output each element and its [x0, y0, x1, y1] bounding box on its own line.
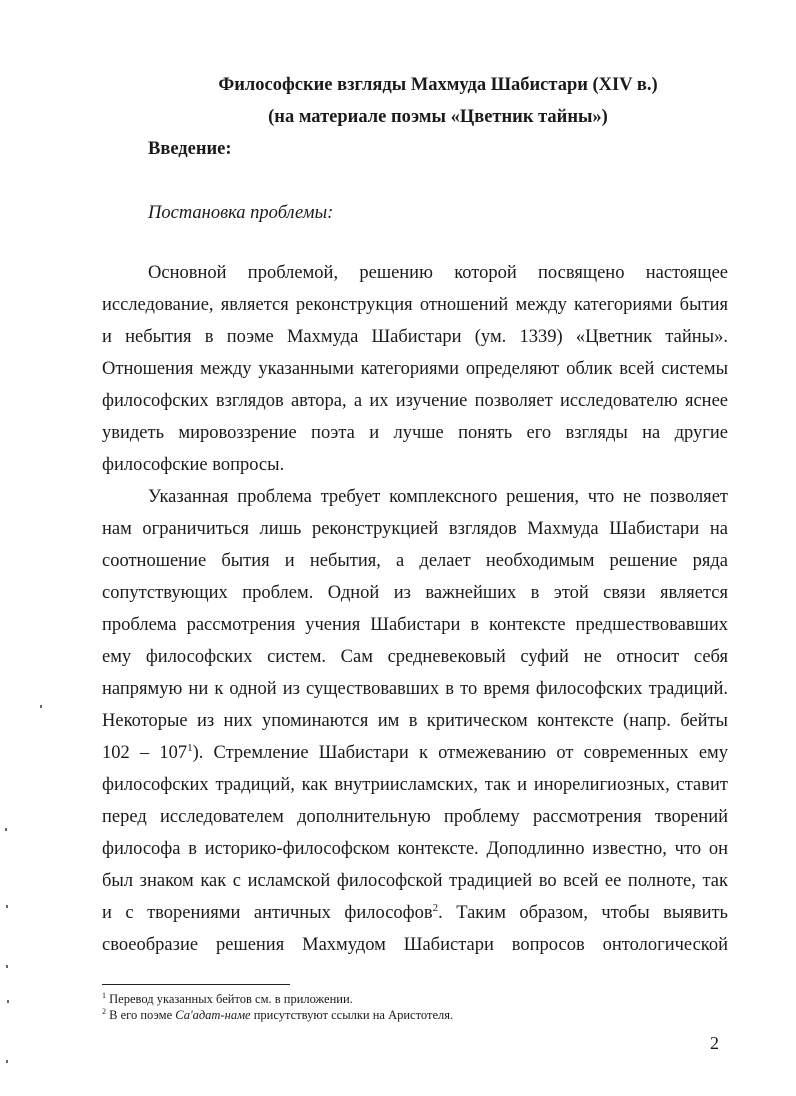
footnote-italic-title: Са'адат-наме [175, 1008, 251, 1022]
text-line: философских традиций, как внутриисламских, так и инорелигиозных, ставит [102, 775, 728, 795]
footnote-mark: 2 [102, 1006, 106, 1016]
scan-speck [5, 828, 7, 831]
text-line: Указанная проблема требует комплексного решения, что не позволяет [148, 487, 728, 507]
scan-speck [40, 705, 42, 708]
problem-heading: Постановка проблемы: [148, 203, 334, 223]
text-line: исследование, является реконструкция отношений между категориями бытия [102, 295, 728, 315]
text-line-with-footnote-ref [102, 901, 728, 925]
text-line: философа в историко-философском контексте. Доподлинно известно, что он [102, 839, 728, 859]
scan-speck [7, 1000, 9, 1003]
text-line: философских взглядов автора, а их изучение позволяет исследователю яснее [102, 391, 728, 411]
text-line: ему философских систем. Сам средневековый суфий не относит себя [102, 647, 728, 667]
scan-speck [6, 1060, 8, 1063]
footnote-mark: 1 [102, 990, 106, 1000]
footnote-ref-1: 1 [187, 741, 193, 754]
text-line: Отношения между указанными категориями определяют облик всей системы [102, 359, 728, 379]
text-line: проблема рассмотрения учения Шабистари в контексте предшествовавших [102, 615, 728, 635]
text-line-with-footnote-ref [102, 741, 728, 765]
footnote-1 [102, 992, 353, 1007]
text-line: и небытия в поэме Махмуда Шабистари (ум. 1339) «Цветник тайны». [102, 327, 728, 347]
document-title-line-2: (на материале поэмы «Цветник тайны») [268, 107, 608, 127]
text-line: сопутствующих проблем. Одной из важнейших в этой связи является [102, 583, 728, 603]
line-text: ). Стремление Шабистари к отмежеванию от современных ему [192, 743, 728, 763]
page-number: 2 [710, 1033, 719, 1053]
text-line: своеобразие решения Махмудом Шабистари вопросов онтологической [102, 935, 728, 955]
text-line: перед исследователем дополнительную проблему рассмотрения творений [102, 807, 728, 827]
footnote-text: присутствуют ссылки на Аристотеля. [250, 1008, 454, 1022]
document-title-line-1: Философские взгляды Махмуда Шабистари (XIV в.) [218, 75, 658, 95]
line-text: и с творениями античных философов [102, 903, 433, 923]
footnote-text: Перевод указанных бейтов см. в приложении. [109, 992, 353, 1006]
text-line: нам ограничиться лишь реконструкцией взглядов Махмуда Шабистари на [102, 519, 728, 539]
text-line: был знаком как с исламской философской традицией во всей ее полноте, так [102, 871, 728, 891]
text-line: напрямую ни к одной из существовавших в то время философских традиций. [102, 679, 728, 699]
text-line: увидеть мировоззрение поэта и лучше понять его взгляды на другие [102, 423, 728, 443]
text-line: соотношение бытия и небытия, а делает необходимым решение ряда [102, 551, 728, 571]
footnote-2 [102, 1008, 453, 1023]
text-line: Основной проблемой, решению которой посвящено настоящее [148, 263, 728, 283]
line-text: . Таким образом, чтобы выявить [438, 903, 728, 923]
text-line: философские вопросы. [102, 455, 285, 475]
footnote-ref-2: 2 [432, 901, 439, 914]
footnote-text: В его поэме [109, 1008, 176, 1022]
footnote-separator [102, 984, 290, 985]
scan-speck [6, 965, 8, 968]
scan-speck [6, 905, 8, 908]
line-text: 102 – 107 [102, 743, 188, 763]
text-line: Некоторые из них упоминаются им в критическом контексте (напр. бейты [102, 711, 728, 731]
intro-heading: Введение: [148, 139, 232, 159]
